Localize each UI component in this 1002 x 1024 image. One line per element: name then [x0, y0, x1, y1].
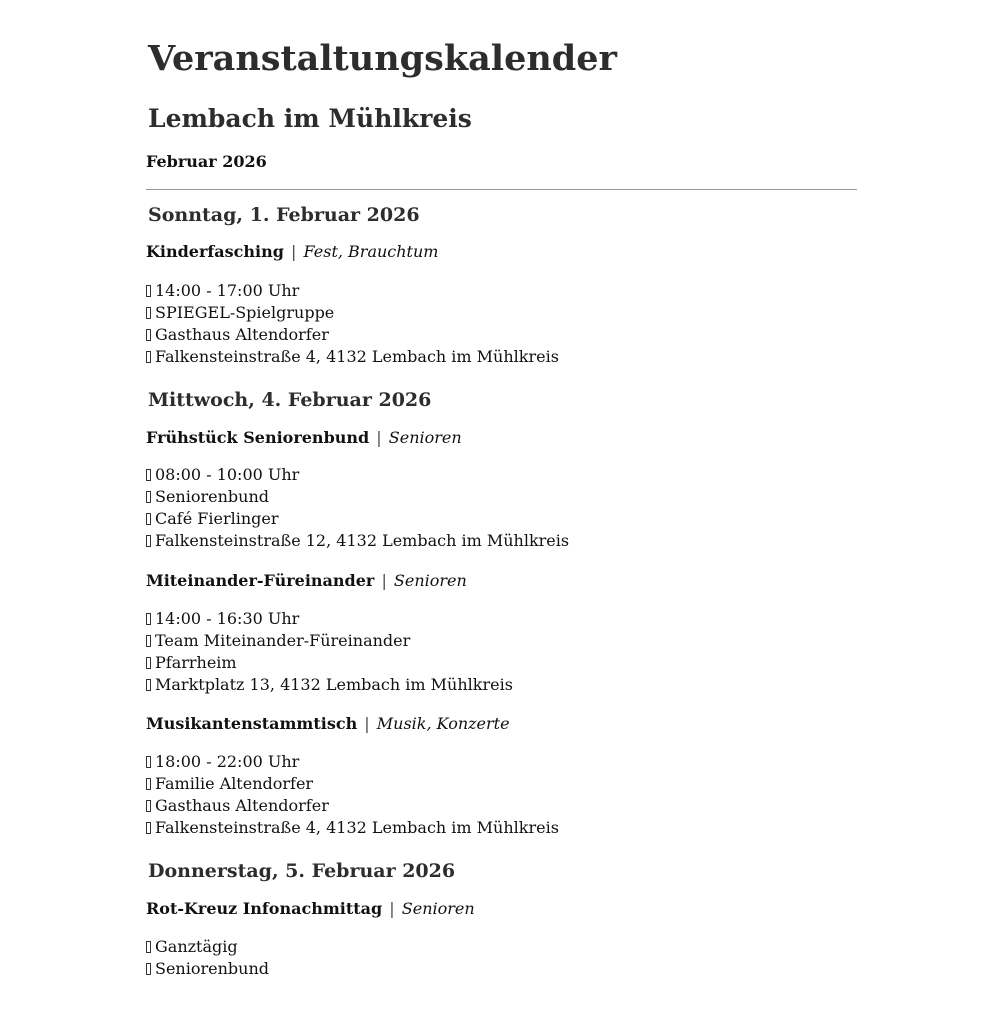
event-separator: | [381, 571, 387, 590]
event-title[interactable] [146, 428, 462, 447]
event-title[interactable] [146, 571, 467, 590]
location-title: Lembach im Mühlkreis [148, 104, 472, 133]
event-time-text: 08:00 - 10:00 Uhr [155, 465, 300, 484]
clock-icon [146, 469, 151, 481]
event-time [146, 465, 299, 484]
event-separator: | [389, 899, 395, 918]
event-category: Musik, Konzerte [376, 714, 510, 733]
event-time [146, 281, 299, 300]
user-icon [146, 778, 151, 790]
map-pin-icon [146, 535, 151, 547]
user-icon [146, 963, 151, 975]
building-icon [146, 800, 151, 812]
event-name[interactable]: Miteinander-Füreinander [146, 571, 375, 590]
event-address-text: Falkensteinstraße 4, 4132 Lembach im Mühlkreis [155, 347, 559, 366]
event-address-text: Falkensteinstraße 4, 4132 Lembach im Mühlkreis [155, 818, 559, 837]
event-category: Senioren [393, 571, 467, 590]
event-organizer-text: Seniorenbund [155, 487, 269, 506]
event-title[interactable] [146, 242, 438, 261]
event-title[interactable] [146, 714, 510, 733]
event-name[interactable]: Rot-Kreuz Infonachmittag [146, 899, 383, 918]
event-organizer [146, 959, 269, 978]
month-label: Februar 2026 [146, 152, 267, 171]
map-pin-icon [146, 679, 151, 691]
event-venue-text: Gasthaus Altendorfer [155, 325, 329, 344]
clock-icon [146, 613, 151, 625]
day-heading: Sonntag, 1. Februar 2026 [148, 204, 420, 226]
event-separator: | [291, 242, 297, 261]
event-venue [146, 796, 329, 815]
event-category: Senioren [401, 899, 475, 918]
event-organizer [146, 303, 334, 322]
event-venue-text: Pfarrheim [155, 653, 237, 672]
event-time [146, 752, 299, 771]
event-time [146, 609, 299, 628]
event-venue-text: Café Fierlinger [155, 509, 279, 528]
event-organizer-text: SPIEGEL-Spielgruppe [155, 303, 335, 322]
event-time-text: 14:00 - 17:00 Uhr [155, 281, 300, 300]
event-address [146, 347, 559, 366]
event-separator: | [376, 428, 382, 447]
event-title[interactable] [146, 899, 475, 918]
building-icon [146, 329, 151, 341]
event-time [146, 937, 238, 956]
event-time-text: 14:00 - 16:30 Uhr [155, 609, 300, 628]
map-pin-icon [146, 351, 151, 363]
event-time-text: 18:00 - 22:00 Uhr [155, 752, 300, 771]
event-venue-text: Gasthaus Altendorfer [155, 796, 329, 815]
building-icon [146, 513, 151, 525]
event-venue [146, 653, 237, 672]
event-venue [146, 325, 329, 344]
event-separator: | [364, 714, 370, 733]
clock-icon [146, 756, 151, 768]
event-category: Senioren [388, 428, 462, 447]
day-heading: Mittwoch, 4. Februar 2026 [148, 389, 432, 411]
event-organizer [146, 774, 313, 793]
event-name[interactable]: Kinderfasching [146, 242, 284, 261]
divider [146, 189, 857, 190]
event-address [146, 675, 513, 694]
clock-icon [146, 285, 151, 297]
event-name[interactable]: Frühstück Seniorenbund [146, 428, 370, 447]
event-address [146, 818, 559, 837]
event-organizer-text: Team Miteinander-Füreinander [155, 631, 411, 650]
event-organizer [146, 631, 410, 650]
clock-icon [146, 941, 151, 953]
event-organizer-text: Seniorenbund [155, 959, 269, 978]
event-address-text: Falkensteinstraße 12, 4132 Lembach im Mühlkreis [155, 531, 570, 550]
event-address [146, 531, 569, 550]
page-title: Veranstaltungskalender [148, 38, 617, 79]
map-pin-icon [146, 822, 151, 834]
event-organizer-text: Familie Altendorfer [155, 774, 314, 793]
building-icon [146, 657, 151, 669]
event-time-text: Ganztägig [155, 937, 238, 956]
user-icon [146, 491, 151, 503]
event-category: Fest, Brauchtum [303, 242, 439, 261]
event-name[interactable]: Musikantenstammtisch [146, 714, 358, 733]
day-heading: Donnerstag, 5. Februar 2026 [148, 860, 456, 882]
user-icon [146, 635, 151, 647]
event-venue [146, 509, 279, 528]
event-organizer [146, 487, 269, 506]
event-address-text: Marktplatz 13, 4132 Lembach im Mühlkreis [155, 675, 513, 694]
user-icon [146, 307, 151, 319]
